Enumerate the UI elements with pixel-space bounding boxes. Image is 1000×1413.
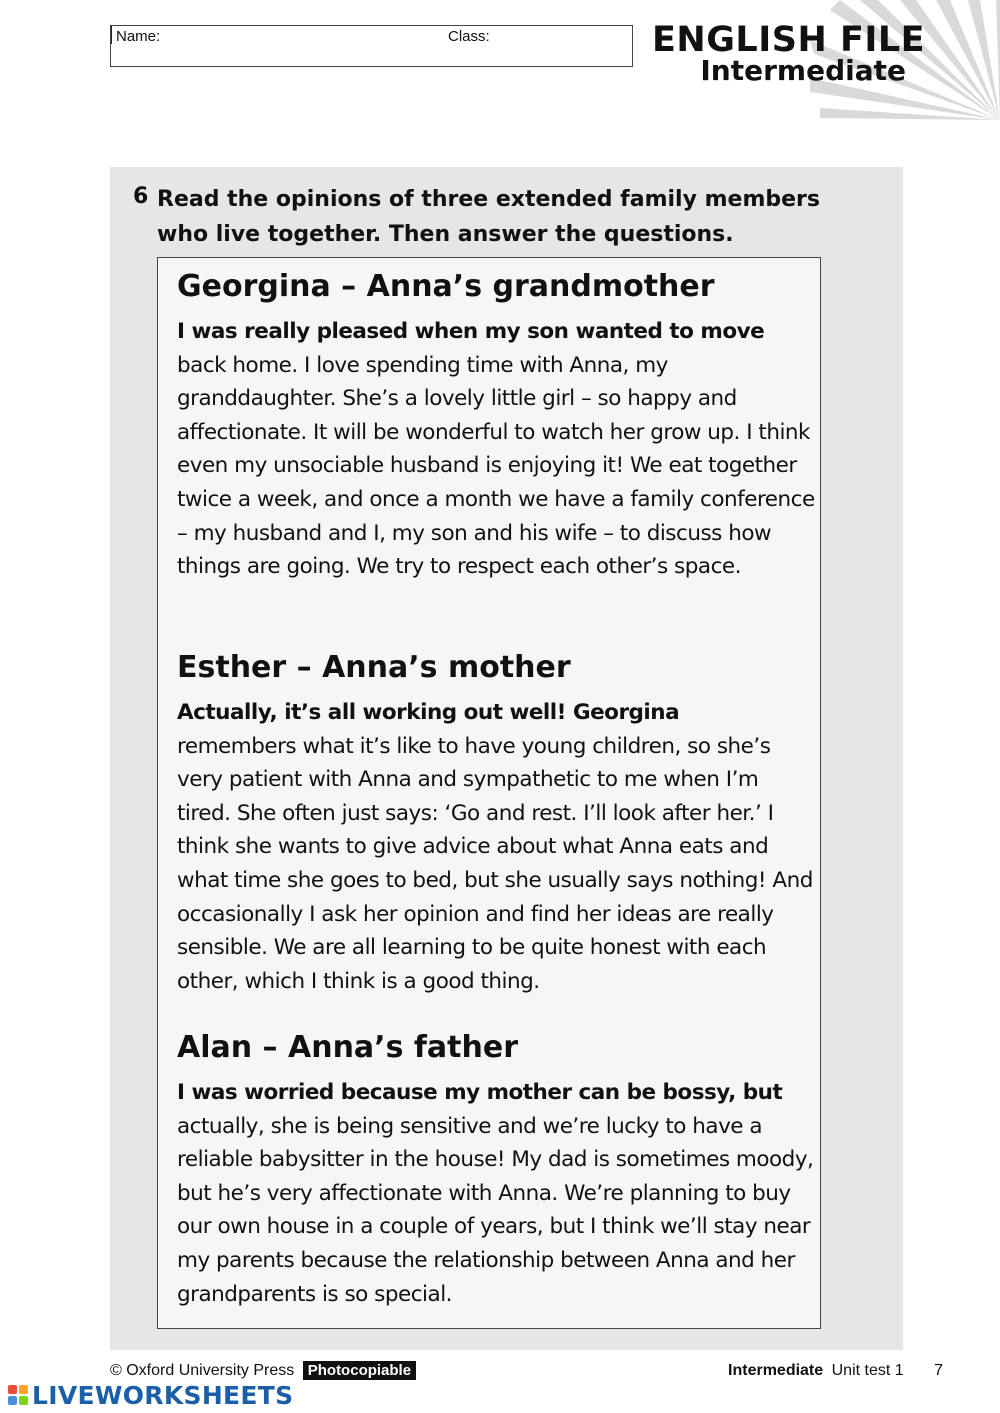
opinion-georgina [177,267,817,584]
section-heading: Georgina – Anna’s grandmother [177,269,715,304]
section-body: back home. I love spending time with Anna, my granddaughter. She’s a lovely little girl – so happy and affectionate. It will be wonderful to watch her grow up. I think even my unsociable husband is enjoying it! We eat together twice a week, and once a month we have a family conference – my husband and I, my son and his wife – to discuss how things are going. We try to respect each other’s space. [177,352,815,580]
question-number: 6 [133,184,149,209]
footer-unit: Unit test 1 [831,1362,904,1379]
opinion-alan [177,1028,817,1311]
brand-subtitle: Intermediate [700,54,906,87]
section-paragraph [177,696,817,998]
photocopiable-badge: Photocopiable [303,1361,416,1380]
footer-unit-info [728,1362,943,1380]
liveworksheets-logo[interactable] [8,1381,293,1409]
brand-title: ENGLISH FILE [652,20,926,60]
section-lead: I was worried because my mother can be bossy, but [177,1080,783,1105]
liveworksheets-wordmark: LIVEWORKSHEETS [32,1380,294,1410]
page-number: 7 [934,1362,943,1379]
section-heading: Alan – Anna’s father [177,1030,519,1065]
name-class-box [110,25,633,67]
section-lead: Actually, it’s all working out well! Georgina [177,700,680,725]
question-instruction: Read the opinions of three extended family members who live together. Then answer the questions. [157,187,820,247]
section-paragraph [177,1076,817,1311]
section-body: remembers what it’s like to have young children, so she’s very patient with Anna and sympathetic to me when I’m tired. She often just says: ‘Go and rest. I’ll look after her.’ I think she wants to give advice about what Anna eats and what time she goes to bed, but she usually says nothing! And occasionally I ask her opinion and find her ideas are really sensible. We are all learning to be quite honest with each other, which I think is a good thing. [177,733,813,994]
section-body: actually, she is being sensitive and we’re lucky to have a reliable babysitter in the house! My dad is sometimes moody, but he’s very affectionate with Anna. We’re planning to buy our own house in a couple of years, but I think we’ll stay near my parents because the relationship between Anna and her grandparents is so special. [177,1113,814,1307]
section-heading: Esther – Anna’s mother [177,650,571,685]
name-label: Name: [116,28,161,45]
footer-level: Intermediate [728,1362,824,1379]
liveworksheets-icon [8,1385,28,1405]
copyright-text: © Oxford University Press [110,1362,295,1379]
opinion-esther [177,648,817,998]
section-paragraph [177,315,817,584]
class-label: Class: [448,28,490,45]
footer-copyright [110,1361,416,1380]
section-lead: I was really pleased when my son wanted to move [177,319,765,344]
